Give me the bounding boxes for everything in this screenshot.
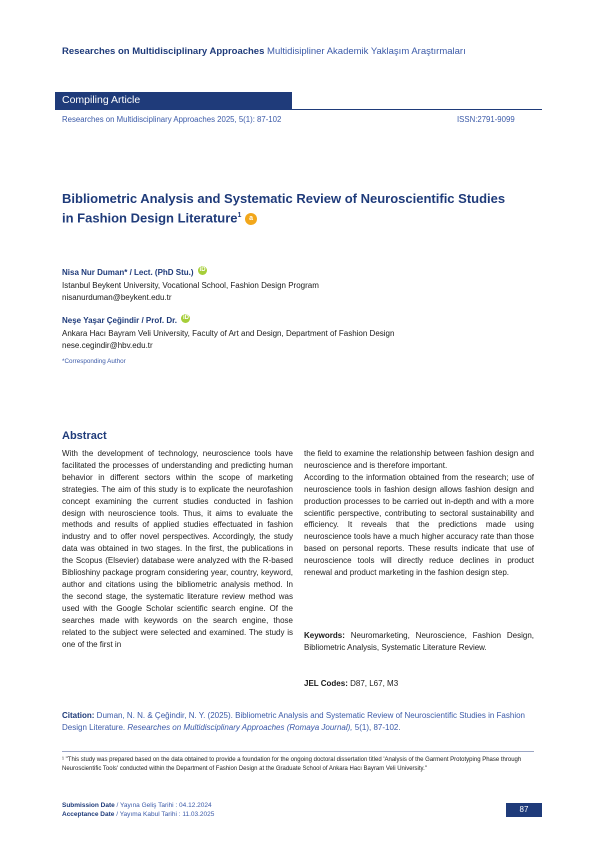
banner-divider	[55, 109, 542, 110]
citation	[62, 710, 534, 734]
author-email[interactable]: nese.cegindir@hbv.edu.tr	[62, 340, 153, 350]
author-affiliation: Istanbul Beykent University, Vocational School, Fashion Design Program	[62, 281, 319, 290]
submission-value: / Yayına Geliş Tarihi : 04.12.2024	[116, 802, 212, 809]
footnote: ¹ "This study was prepared based on the data obtained to provide a foundation for the ongoing doctoral dissertation titled 'Analysis of the Garment Prototyping Phase through Neuroscientific Tools' conducted within the Department of Fashion Design at the Graduate School of Ankara Hacı Bayram Veli University."	[62, 757, 522, 772]
title-line-1: Bibliometric Analysis and Systematic Review of Neuroscientific Studies	[62, 191, 506, 206]
author-name: Neşe Yaşar Çeğindir / Prof. Dr.	[62, 316, 178, 325]
article-type-banner: Compiling Article	[55, 92, 292, 109]
citation-journal: Researches on Multidisciplinary Approaches (Romaya Journal),	[127, 722, 353, 732]
jel-codes	[304, 678, 534, 690]
article-title	[62, 190, 542, 226]
acceptance-value: / Yayıma Kabul Tarihi : 11.03.2025	[116, 811, 215, 818]
page-number: 87	[506, 803, 542, 817]
title-footnote-marker: 1	[237, 212, 242, 219]
author-name: Nisa Nur Duman* / Lect. (PhD Stu.)	[62, 268, 194, 277]
citation-label: Citation:	[62, 711, 95, 720]
orcid-icon[interactable]: iD	[182, 315, 189, 322]
title-line-2: in Fashion Design Literature	[62, 210, 238, 226]
abstract-column-left	[62, 448, 293, 650]
abstract-column-right	[304, 448, 534, 579]
issn: ISSN:2791-9099	[457, 115, 515, 124]
journal-reference: Researches on Multidisciplinary Approaches 2025, 5(1): 87-102	[62, 115, 282, 124]
corresponding-author-note: *Corresponding Author	[62, 358, 126, 365]
submission-dates	[62, 801, 214, 819]
abstract-paragraph: With the development of technology, neuroscience tools have facilitated the processes of understanding and predicting human behavior in different sectors within the scope of marketing strategies. The aim of this study is to explicate the neurofashion concept examining the current studies conducted in fashion design with neuroscience tools. Thus, it aims to evaluate the methods and results of applied studies effectuated in fashion industry and to offer novel perspectives. Accordingly, the study data was obtained in two stages. In the first, the publications in the Scopus (Elsevier) database were analyzed with the R-based Biblioshiny package program considering year, country, keyword, author and citations using the bibliometric analysis method. In the second stage, the systematic literature review method was used with the Google Scholar scientific search engine. Of the searches made with keywords on the search engine, those related to the subject were selected and examined. The study is one of the first in	[62, 449, 293, 649]
keywords	[304, 630, 534, 654]
keywords-label: Keywords:	[304, 631, 345, 640]
footnote-divider	[62, 751, 534, 752]
journal-name-en: Researches on Multidisciplinary Approaches	[62, 46, 265, 57]
submission-label: Submission Date	[62, 802, 115, 809]
citation-text: Duman, N. N. & Çeğindir, N. Y. (2025). Bibliometric Analysis and Systematic Review of Neuroscientific Studies in Fashion Design Literature.	[62, 711, 526, 732]
citation-tail: 5(1), 87-102.	[354, 722, 401, 732]
keywords-text: Neuromarketing, Neuroscience, Fashion Design, Bibliometric Analysis, Systematic Literature Review.	[304, 631, 534, 652]
abstract-paragraph: According to the information obtained from the research; use of neuroscience tools in fashion design allows fashion design and production processes to be carried out in-depth and with a more scientific perspective, contributing to sectoral sustainability and efficiency. It reveals that the predictions made using neuroscience tools have a much higher accuracy rate than those based on personal reports. These results indicate that use of neuroscience tools will directly reduce declines in product renewal and product marketing in the fashion design step.	[304, 472, 534, 578]
abstract-heading: Abstract	[62, 430, 107, 442]
orcid-icon[interactable]: iD	[199, 267, 206, 274]
acceptance-label: Acceptance Date	[62, 811, 115, 818]
journal-name-tr: Multidisipliner Akademik Yaklaşım Araştırmaları	[267, 46, 466, 57]
abstract-paragraph: the field to examine the relationship between fashion design and neuroscience and is therefore important.	[304, 449, 534, 470]
jel-label: JEL Codes:	[304, 679, 348, 688]
author-affiliation: Ankara Hacı Bayram Veli University, Faculty of Art and Design, Department of Fashion Design	[62, 329, 395, 338]
author-email[interactable]: nisanurduman@beykent.edu.tr	[62, 292, 172, 302]
author-block-1	[62, 262, 319, 303]
author-block-2	[62, 310, 394, 351]
jel-text: D87, L67, M3	[350, 679, 399, 688]
title-line-2-wrap	[62, 207, 542, 226]
journal-header	[62, 46, 466, 57]
open-access-icon[interactable]: a	[245, 213, 257, 225]
